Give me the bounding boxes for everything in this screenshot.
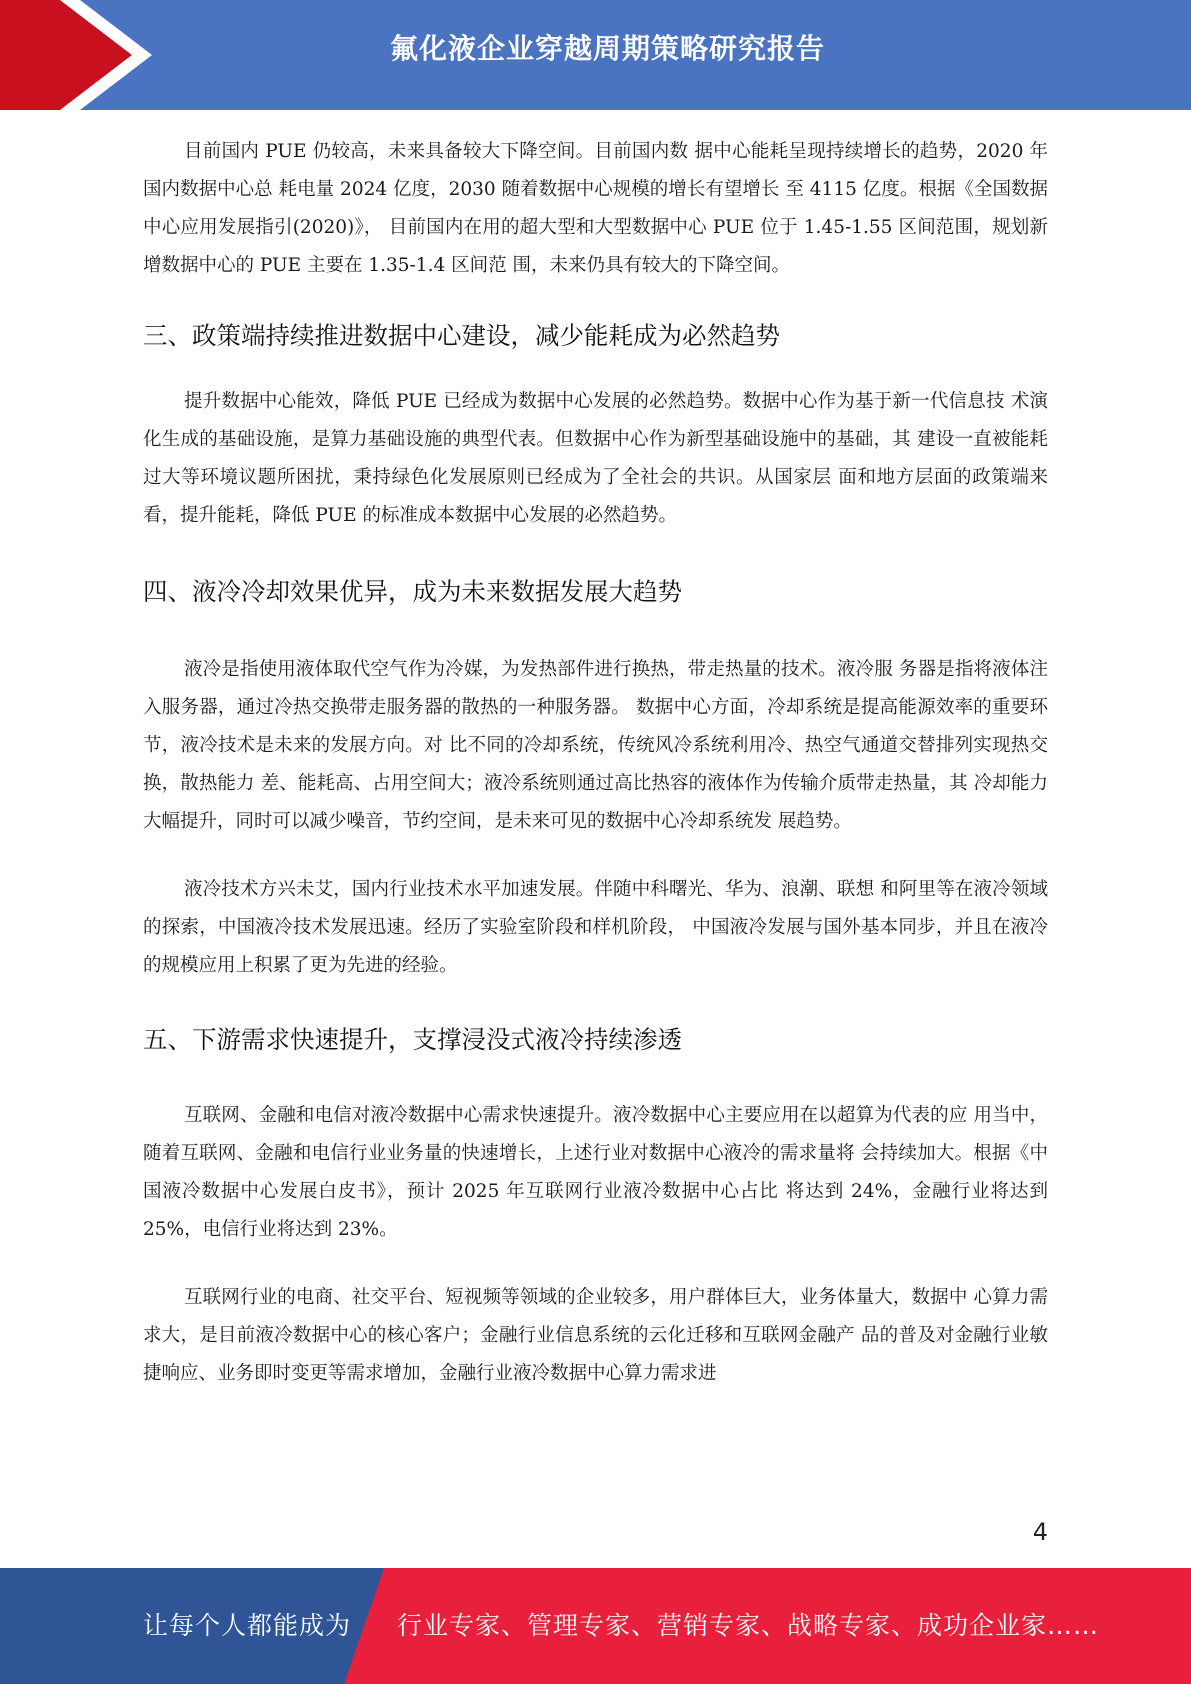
page-header [0,0,1191,110]
paragraph-pue-outlook: 目前国内 PUE 仍较高，未来具备较大下降空间。目前国内数 据中心能耗呈现持续增长的趋势，2020 年国内数据中心总 耗电量 2024 亿度，2030 随着数据中心规模的增长有望增长 至 4115 亿度。根据《全国数据中心应用发展指引(2020)》， 目前国内在用的超大型和大型数据中心 PUE 位于 1.45-1.55 区间范围，规划新增数据中心的 PUE 主要在 1.35-1.4 区间范 围，未来仍具有较大的下降空间。 [143,141,1048,276]
paragraph-policy: 提升数据中心能效，降低 PUE 已经成为数据中心发展的必然趋势。数据中心作为基于新一代信息技 术演化生成的基础设施，是算力基础设施的典型代表。但数据中心作为新型基础设施中的基础，其 建设一直被能耗过大等环境议题所困扰，秉持绿色化发展原则已经成为了全社会的共识。从国家层 面和地方层面的政策端来看，提升能耗，降低 PUE 的标准成本数据中心发展的必然趋势。 [143,391,1048,526]
footer-slogan-left: 让每个人都能成为 [143,1611,352,1640]
paragraph-industry-clients: 互联网行业的电商、社交平台、短视频等领域的企业较多，用户群体巨大，业务体量大，数据中 心算力需求大，是目前液冷数据中心的核心客户；金融行业信息系统的云化迁移和互联网金融产 品的普及对金融行业敏捷响应、业务即时变更等需求增加，金融行业液冷数据中心算力需求进 [143,1287,1048,1384]
paragraph-liquid-cooling-definition: 液冷是指使用液体取代空气作为冷媒，为发热部件进行换热，带走热量的技术。液冷服 务器是指将液体注入服务器，通过冷热交换带走服务器的散热的一种服务器。 数据中心方面，冷却系统是提高能源效率的重要环节，液冷技术是未来的发展方向。对 比不同的冷却系统，传统风冷系统利用冷、热空气通道交替排列实现热交换，散热能力 差、能耗高、占用空间大；液冷系统则通过高比热容的液体作为传输介质带走热量，其 冷却能力大幅提升，同时可以减少噪音，节约空间，是未来可见的数据中心冷却系统发 展趋势。 [143,659,1048,832]
section-heading-policy: 三、政策端持续推进数据中心建设，减少能耗成为必然趋势 [143,321,780,350]
paragraph-demand-growth: 互联网、金融和电信对液冷数据中心需求快速提升。液冷数据中心主要应用在以超算为代表的应 用当中，随着互联网、金融和电信行业业务量的快速增长，上述行业对数据中心液冷的需求量将 会持续加大。根据《中国液冷数据中心发展白皮书》，预计 2025 年互联网行业液冷数据中心占比 将达到 24%，金融行业将达到 25%，电信行业将达到 23%。 [143,1105,1054,1240]
footer-slogan-right: 行业专家、管理专家、营销专家、战略专家、成功企业家…… [397,1611,1100,1640]
document-body [143,133,1054,1393]
paragraph-liquid-cooling-development: 液冷技术方兴未艾，国内行业技术水平加速发展。伴随中科曙光、华为、浪潮、联想 和阿里等在液冷领域的探索，中国液冷技术发展迅速。经历了实验室阶段和样机阶段， 中国液冷发展与国外基本同步，并且在液冷的规模应用上积累了更为先进的经验。 [143,879,1048,976]
page-number: 4 [1032,1518,1048,1546]
header-title: 氟化液企业穿越周期策略研究报告 [389,32,825,65]
section-heading-downstream-demand: 五、下游需求快速提升，支撑浸没式液冷持续渗透 [143,1025,682,1054]
page-footer [0,1568,1191,1684]
section-heading-liquid-cooling: 四、液冷冷却效果优异，成为未来数据发展大趋势 [143,577,682,606]
